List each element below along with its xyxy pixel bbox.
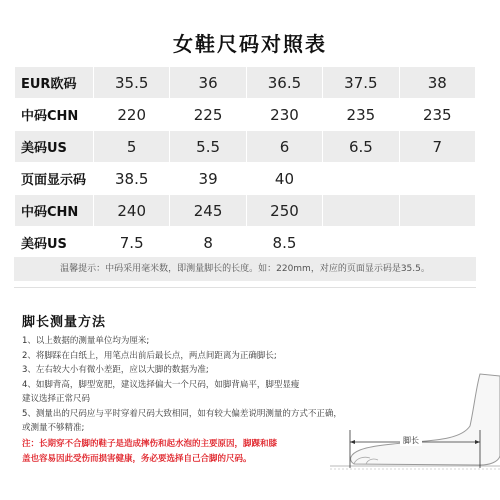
table-cell: 245 bbox=[170, 195, 246, 227]
step-item: 1、以上数据的测量单位均为厘米; bbox=[22, 336, 150, 346]
row-label: 美码US bbox=[15, 131, 94, 163]
step-item: 2、将脚踩在白纸上，用笔点出前后最长点，两点间距离为正确脚长; bbox=[22, 350, 277, 361]
table-cell-empty bbox=[323, 227, 399, 259]
table-cell: 38.5 bbox=[94, 163, 170, 195]
step-item: 3、左右较大小有微小差距，应以大脚的数据为准; bbox=[22, 365, 209, 375]
table-cell-empty bbox=[399, 227, 475, 259]
table-cell: 225 bbox=[170, 99, 246, 131]
table-cell: 230 bbox=[246, 99, 322, 131]
table-cell: 39 bbox=[170, 163, 246, 195]
row-label: 页面显示码 bbox=[15, 163, 94, 195]
table-cell-empty bbox=[399, 195, 475, 227]
foot-length-label: 脚长 bbox=[403, 436, 419, 445]
table-cell: 40 bbox=[246, 163, 322, 195]
table-row bbox=[15, 99, 476, 131]
divider bbox=[14, 287, 476, 288]
warning-line: 盖也容易因此受伤而损害健康，务必要选择自己合脚的尺码。 bbox=[22, 454, 252, 464]
table-row bbox=[15, 131, 476, 163]
table-cell: 7 bbox=[399, 131, 475, 163]
table-cell: 235 bbox=[323, 99, 399, 131]
warning-line: 注：长期穿不合脚的鞋子是造成摔伤和起水泡的主要原因，脚踝和膝 bbox=[22, 439, 278, 449]
table-cell-empty bbox=[323, 195, 399, 227]
tip-note: 温馨提示：中码采用毫米数，即测量脚长的长度。如：220mm，对应的页面显示码是35.5。 bbox=[14, 257, 476, 281]
table-cell: 240 bbox=[94, 195, 170, 227]
table-row bbox=[15, 67, 476, 99]
step-item: 建议选择正常尺码 bbox=[22, 394, 91, 404]
table-cell: 36 bbox=[170, 67, 246, 99]
section-heading: 脚长测量方法 bbox=[22, 315, 107, 330]
table-cell: 8.5 bbox=[246, 227, 322, 259]
table-cell: 7.5 bbox=[94, 227, 170, 259]
table-cell-empty bbox=[399, 163, 475, 195]
table-cell: 220 bbox=[94, 99, 170, 131]
table-cell: 37.5 bbox=[323, 67, 399, 99]
size-table bbox=[14, 66, 476, 259]
table-cell: 8 bbox=[170, 227, 246, 259]
foot-outline-icon bbox=[351, 374, 500, 465]
table-cell: 6 bbox=[246, 131, 322, 163]
measurement-steps bbox=[22, 334, 382, 436]
page-title: 女鞋尺码对照表 bbox=[173, 32, 327, 56]
table-cell: 6.5 bbox=[323, 131, 399, 163]
step-item: 5、测量出的尺码应与平时穿着尺码大致相同，如有较大偏差说明测量的方式不正确， bbox=[22, 408, 342, 419]
table-row bbox=[15, 163, 476, 195]
foot-length-illustration bbox=[330, 368, 500, 483]
table-cell: 38 bbox=[399, 67, 475, 99]
row-label: 中码CHN bbox=[15, 195, 94, 227]
table-cell: 35.5 bbox=[94, 67, 170, 99]
table-row bbox=[15, 195, 476, 227]
step-item: 4、如脚背高，脚型宽肥，建议选择偏大一个尺码，如脚背扁平，脚型显瘦 bbox=[22, 379, 300, 390]
step-item: 或测量不够精准; bbox=[22, 423, 85, 433]
table-row bbox=[15, 227, 476, 259]
table-cell: 250 bbox=[246, 195, 322, 227]
table-cell: 36.5 bbox=[246, 67, 322, 99]
table-cell: 235 bbox=[399, 99, 475, 131]
row-label: 美码US bbox=[15, 227, 94, 259]
warning-note bbox=[22, 437, 292, 467]
table-cell: 5 bbox=[94, 131, 170, 163]
table-cell-empty bbox=[323, 163, 399, 195]
row-label: 中码CHN bbox=[15, 99, 94, 131]
row-label: EUR欧码 bbox=[15, 67, 94, 99]
table-cell: 5.5 bbox=[170, 131, 246, 163]
